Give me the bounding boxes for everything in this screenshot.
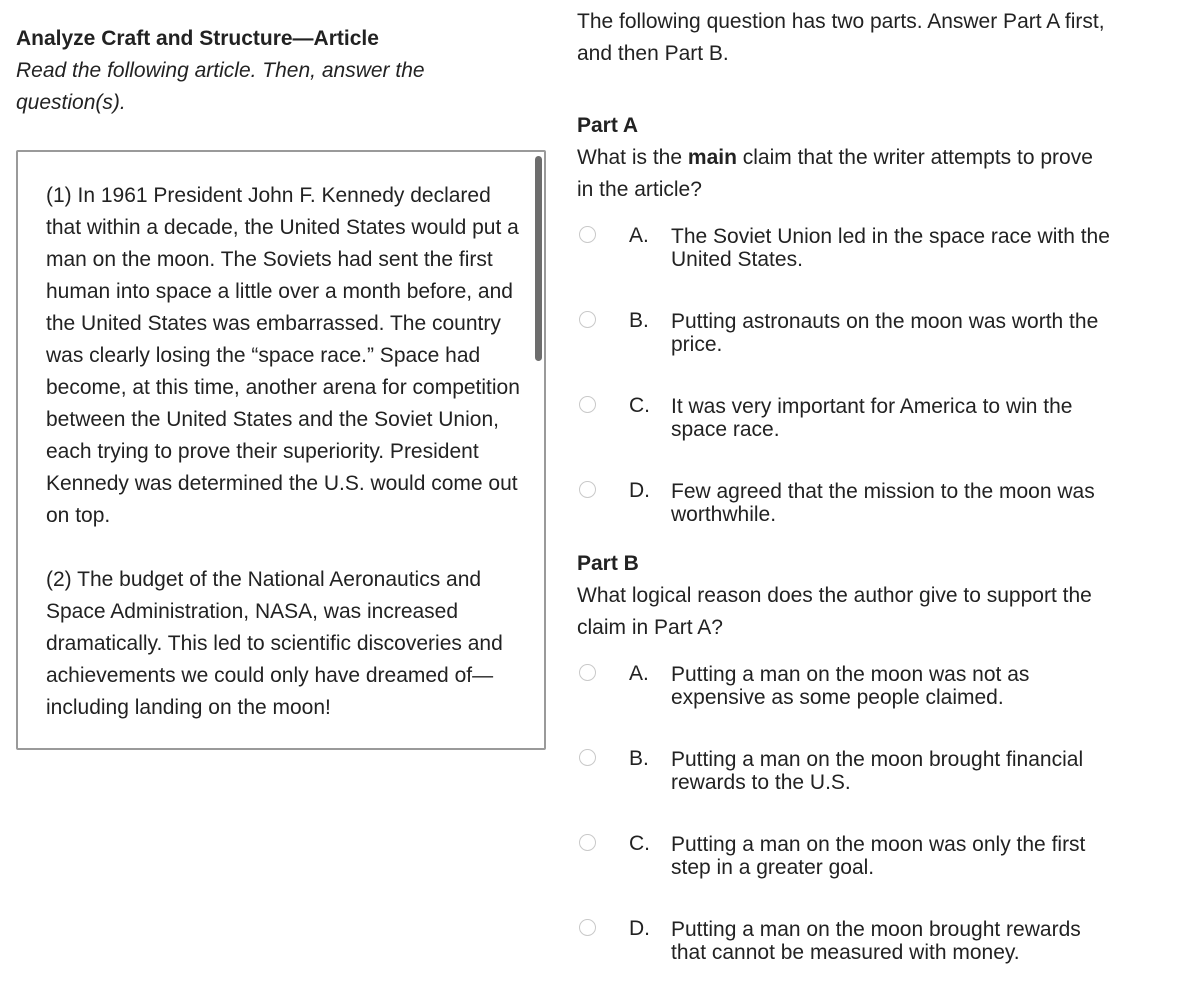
question-panel [577, 6, 1157, 991]
radio-button[interactable] [579, 396, 596, 413]
option-text: Putting a man on the moon brought rewards that cannot be measured with money. [671, 918, 1081, 964]
option-letter: D. [629, 917, 650, 940]
radio-button[interactable] [579, 749, 596, 766]
option-letter: C. [629, 394, 650, 417]
part-b-option-d[interactable] [577, 906, 1157, 991]
part-b-title: Part B [577, 552, 639, 575]
part-a-title: Part A [577, 114, 639, 137]
radio-button[interactable] [579, 834, 596, 851]
option-text: It was very important for America to win the space race. [671, 395, 1073, 441]
part-b-option-b[interactable] [577, 736, 1157, 821]
option-text: Putting a man on the moon was not as expensive as some people claimed. [671, 663, 1030, 709]
option-letter: B. [629, 309, 649, 332]
part-b-options [577, 651, 1157, 991]
section-heading: Analyze Craft and Structure—Article [16, 27, 379, 50]
option-text: Putting a man on the moon brought financial rewards to the U.S. [671, 748, 1084, 794]
option-letter: D. [629, 479, 650, 502]
part-a-question [577, 142, 1097, 206]
radio-button[interactable] [579, 919, 596, 936]
part-b-option-c[interactable] [577, 821, 1157, 906]
part-a-options [577, 213, 1157, 548]
article-passage-box[interactable] [16, 150, 546, 750]
part-a-option-b[interactable] [577, 298, 1157, 383]
option-text: The Soviet Union led in the space race with the United States. [671, 225, 1110, 271]
part-b-option-a[interactable] [577, 651, 1157, 736]
passage-scrollbar[interactable] [535, 156, 542, 361]
passage-paragraph-1: (1) In 1961 President John F. Kennedy declared that within a decade, the United States would put a man on the moon. The Soviets had sent the first human into space a little over a month before, and the United States was embarrassed. The country was clearly losing the “space race.” Space had become, at this time, another arena for competition between the United States and the Soviet Union, each trying to prove their superiority. President Kennedy was determined the U.S. would come out on top. [46, 184, 520, 527]
part-a-option-c[interactable] [577, 383, 1157, 468]
option-letter: C. [629, 832, 650, 855]
question-intro: The following question has two parts. Answer Part A first, and then Part B. [577, 10, 1105, 65]
part-a-question-bold: main [687, 146, 737, 169]
passage-paragraph-2: (2) The budget of the National Aeronautics and Space Administration, NASA, was increased dramatically. This led to scientific discoveries and achievements we could only have dreamed of—including landing on the moon! [46, 568, 503, 719]
part-b-question: What logical reason does the author give to support the claim in Part A? [577, 584, 1092, 639]
option-text: Putting astronauts on the moon was worth the price. [671, 310, 1099, 356]
option-text: Putting a man on the moon was only the first step in a greater goal. [671, 833, 1086, 879]
part-a-option-a[interactable] [577, 213, 1157, 298]
article-passage-scroll[interactable] [18, 152, 544, 748]
option-text: Few agreed that the mission to the moon was worthwhile. [671, 480, 1095, 526]
part-a-question-post: claim that the writer attempts to prove in the article? [577, 146, 1093, 201]
radio-button[interactable] [579, 664, 596, 681]
radio-button[interactable] [579, 226, 596, 243]
option-letter: A. [629, 662, 649, 685]
reading-instructions: Read the following article. Then, answer the question(s). [16, 59, 425, 114]
part-a-question-pre: What is the [577, 146, 688, 169]
part-a-option-d[interactable] [577, 468, 1157, 548]
option-letter: B. [629, 747, 649, 770]
radio-button[interactable] [579, 311, 596, 328]
option-letter: A. [629, 224, 649, 247]
radio-button[interactable] [579, 481, 596, 498]
article-panel [16, 22, 546, 119]
